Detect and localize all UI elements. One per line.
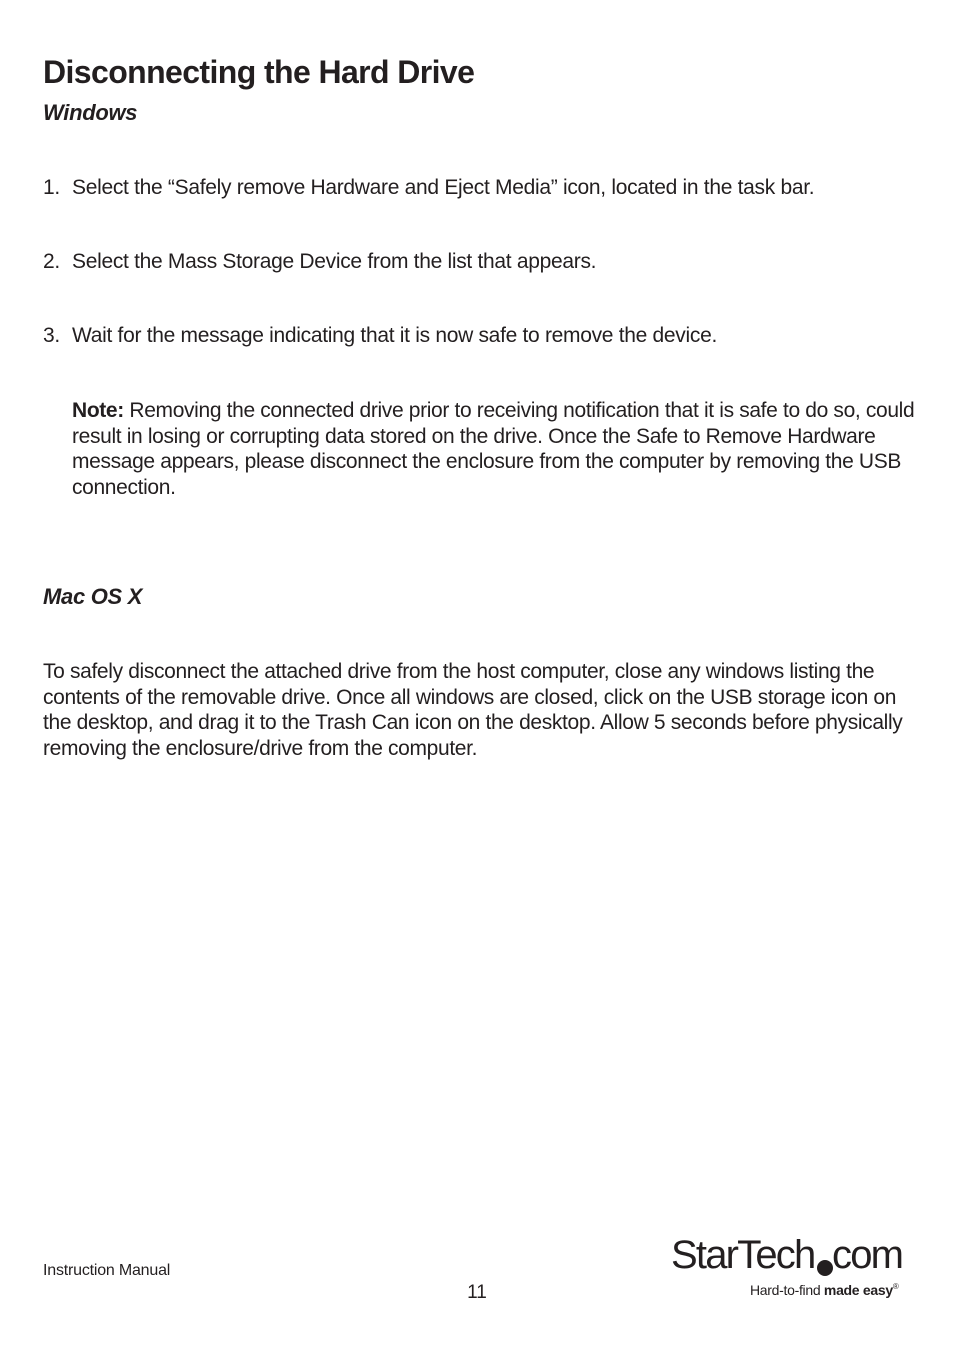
logo-tagline bbox=[750, 1282, 898, 1298]
step-1 bbox=[43, 175, 923, 201]
step-text: Select the “Safely remove Hardware and Eject Media” icon, located in the task bar. bbox=[72, 176, 815, 199]
startech-logo bbox=[668, 1232, 912, 1302]
page-number: 11 bbox=[467, 1282, 487, 1303]
tagline-regular: Hard-to-find bbox=[750, 1282, 824, 1298]
windows-heading: Windows bbox=[43, 100, 138, 125]
tagline-bold: made easy bbox=[823, 1282, 893, 1298]
logo-brand-suffix: com bbox=[832, 1233, 903, 1277]
step-text: Wait for the message indicating that it is now safe to remove the device. bbox=[72, 324, 717, 347]
step-number: 2. bbox=[43, 250, 60, 273]
step-3 bbox=[43, 323, 923, 349]
registered-mark: ® bbox=[892, 1282, 899, 1291]
step-2 bbox=[43, 249, 923, 275]
step-text: Select the Mass Storage Device from the list that appears. bbox=[72, 250, 597, 273]
footer-manual-label: Instruction Manual bbox=[43, 1262, 171, 1279]
note-label: Note: bbox=[72, 399, 124, 422]
step-number: 1. bbox=[43, 176, 60, 199]
step-number: 3. bbox=[43, 324, 60, 347]
note-text: Removing the connected drive prior to receiving notification that it is safe to do so, could result in losing or corrupting data stored on the drive. Once the Safe to Remove Hardware message appears, please disconnect the enclosure from the computer by removing the USB connection. bbox=[72, 399, 915, 499]
page-title: Disconnecting the Hard Drive bbox=[43, 54, 475, 90]
mac-heading: Mac OS X bbox=[43, 584, 143, 609]
mac-paragraph: To safely disconnect the attached drive from the host computer, close any windows listing the contents of the removable drive. Once all windows are closed, click on the USB storage icon on the desktop, and drag it to the Trash Can icon on the desktop. Allow 5 seconds before physically removing the enclosure/drive from the computer. bbox=[43, 660, 903, 760]
note-paragraph bbox=[72, 398, 922, 500]
logo-dot-icon bbox=[817, 1260, 833, 1276]
logo-brand-main: StarTech bbox=[671, 1233, 815, 1277]
